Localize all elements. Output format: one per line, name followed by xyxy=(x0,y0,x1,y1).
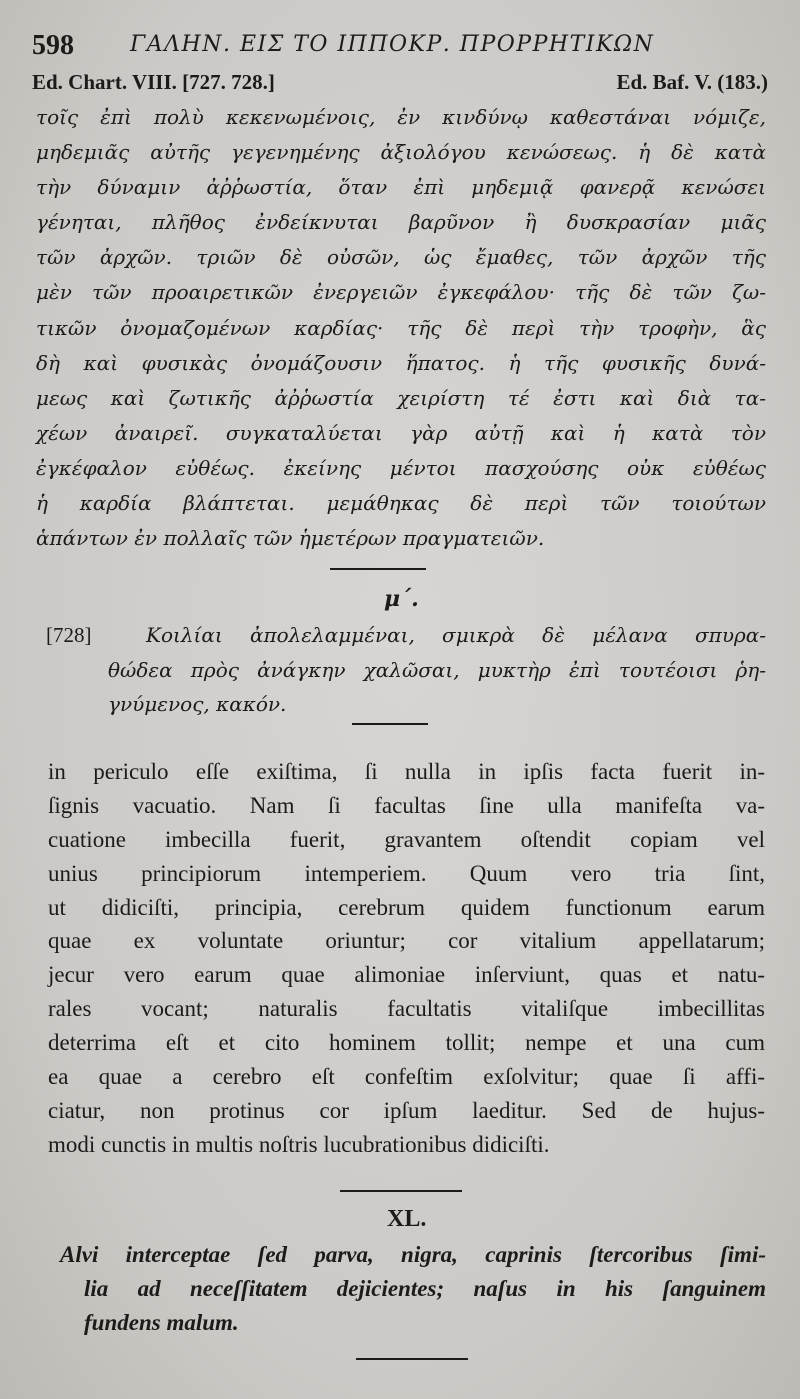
edition-reference-line xyxy=(32,70,768,96)
greek-commentary-line: χέων ἀναιρεῖ. συγκαταλύεται γὰρ αὐτῇ καὶ ἡ κατὰ τὸν xyxy=(36,420,766,445)
greek-commentary-line: τικῶν ὀνομαζομένων καρδίας· τῆς δὲ περὶ τὴν τροφὴν, ἃς xyxy=(36,315,766,340)
section-divider xyxy=(352,723,428,725)
latin-aphorism-line: fundens malum. xyxy=(84,1310,239,1335)
greek-commentary-line: γένηται, πλῆθος ἐνδείκνυται βαρῦνον ἢ δυσκρασίαν μιᾶς xyxy=(36,210,766,235)
latin-commentary-line: ſignis vacuatio. Nam ſi facultas ſine ulla manifeſta va- xyxy=(48,792,765,818)
greek-commentary-line: μηδεμιᾶς αὐτῆς γεγενημένης ἀξιολόγου κενώσεως. ἡ δὲ κατὰ xyxy=(36,140,766,165)
latin-aphorism xyxy=(60,1238,766,1340)
greek-commentary-line: ἐγκέφαλον εὐθέως. ἐκείνης μέντοι πασχούσης οὐκ εὐθέως xyxy=(36,455,766,480)
latin-commentary-line: ciatur, non protinus cor ipſum laeditur. Sed de hujus- xyxy=(48,1097,765,1123)
latin-aphorism-line: lia ad neceſſitatem dejicientes; naſus in his ſanguinem xyxy=(84,1276,766,1301)
greek-aphorism-line: θώδεα πρὸς ἀνάγκην χαλῶσαι, μυκτὴρ ἐπὶ τουτέοισι ῥη- xyxy=(108,657,766,682)
latin-commentary-line: modi cunctis in multis noſtris lucubrationibus didiciſti. xyxy=(48,1131,550,1157)
greek-commentary-line: τὴν δύναμιν ἀῤῥωστία, ὅταν ἐπὶ μηδεμιᾷ φανερᾷ κενώσει xyxy=(36,175,766,200)
latin-commentary-line: deterrima eſt et cito hominem tollit; nempe et una cum xyxy=(48,1030,765,1056)
greek-commentary-line: τοῖς ἐπὶ πολὺ κεκενωμένοις, ἐν κινδύνῳ καθεστάναι νόμιζε, xyxy=(36,105,766,129)
greek-commentary-line: μὲν τῶν προαιρετικῶν ἐνεργειῶν ἐγκεφάλου· τῆς δὲ τῶν ζω- xyxy=(36,280,766,305)
greek-commentary-line: τῶν ἀρχῶν. τριῶν δὲ οὐσῶν, ὡς ἔμαθες, τῶν ἀρχῶν τῆς xyxy=(36,245,766,270)
section-divider xyxy=(356,1358,468,1360)
latin-commentary-line: cuatione imbecilla fuerit, gravantem oſtendit copiam vel xyxy=(48,826,765,852)
greek-aphorism-line: γνύμενος, κακόν. xyxy=(108,692,287,716)
greek-aphorism-text: Κοιλίαι ἀπολελαμμέναι, σμικρὰ δὲ μέλανα σπυρα- xyxy=(146,623,766,647)
page-header xyxy=(30,30,770,66)
latin-commentary xyxy=(48,755,765,1162)
section-divider xyxy=(340,1190,462,1192)
latin-aphorism-line: Alvi interceptae ſed parva, nigra, caprinis ſtercoribus ſimi- xyxy=(60,1242,766,1267)
greek-commentary-line: μεως καὶ ζωτικῆς ἀῤῥωστία χειρίστη τέ ἐστι καὶ διὰ τα- xyxy=(36,385,766,410)
section-divider xyxy=(330,568,426,570)
latin-commentary-line: in periculo eſſe exiſtima, ſi nulla in ipſis facta fuerit in- xyxy=(48,759,765,784)
greek-commentary-line: ἡ καρδία βλάπτεται. μεμάθηκας δὲ περὶ τῶν τοιούτων xyxy=(36,491,766,516)
latin-commentary-line: ea quae a cerebro eſt confeſtim exſolvitur; quae ſi affi- xyxy=(48,1064,765,1090)
latin-commentary-line: jecur vero earum quae alimoniae inſerviunt, quas et natu- xyxy=(48,962,765,988)
latin-commentary-line: rales vocant; naturalis facultatis vitaliſque imbecillitas xyxy=(48,996,765,1022)
edition-basel-reference: Ed. Baf. V. (183.) xyxy=(616,70,768,94)
page-number: 598 xyxy=(32,30,74,61)
edition-chartier-reference: Ed. Chart. VIII. [727. 728.] xyxy=(32,70,275,94)
greek-aphorism-line xyxy=(46,618,766,653)
greek-aphorism xyxy=(46,618,766,722)
greek-commentary-line: δὴ καὶ φυσικὰς ὀνομάζουσιν ἥπατος. ἡ τῆς φυσικῆς δυνά- xyxy=(36,350,766,375)
latin-commentary-line: quae ex voluntate oriuntur; cor vitalium appellatarum; xyxy=(48,928,765,954)
greek-commentary-line: ἁπάντων ἐν πολλαῖς τῶν ἡμετέρων πραγματειῶν. xyxy=(36,526,545,551)
greek-commentary xyxy=(36,100,766,556)
latin-commentary-line: unius principiorum intemperiem. Quum vero tria ſint, xyxy=(48,860,765,886)
running-title: ΓΑΛΗΝ. ΕΙΣ ΤΟ ΙΠΠΟΚΡ. ΠΡΟΡΡΗΤΙΚΩΝ xyxy=(130,32,655,57)
marginal-page-reference: [728] xyxy=(46,623,92,647)
latin-commentary-line: ut didiciſti, principia, cerebrum quidem functionum earum xyxy=(48,894,765,920)
greek-aphorism-number: μ΄. xyxy=(384,586,419,612)
latin-aphorism-number: XL. xyxy=(387,1206,427,1232)
